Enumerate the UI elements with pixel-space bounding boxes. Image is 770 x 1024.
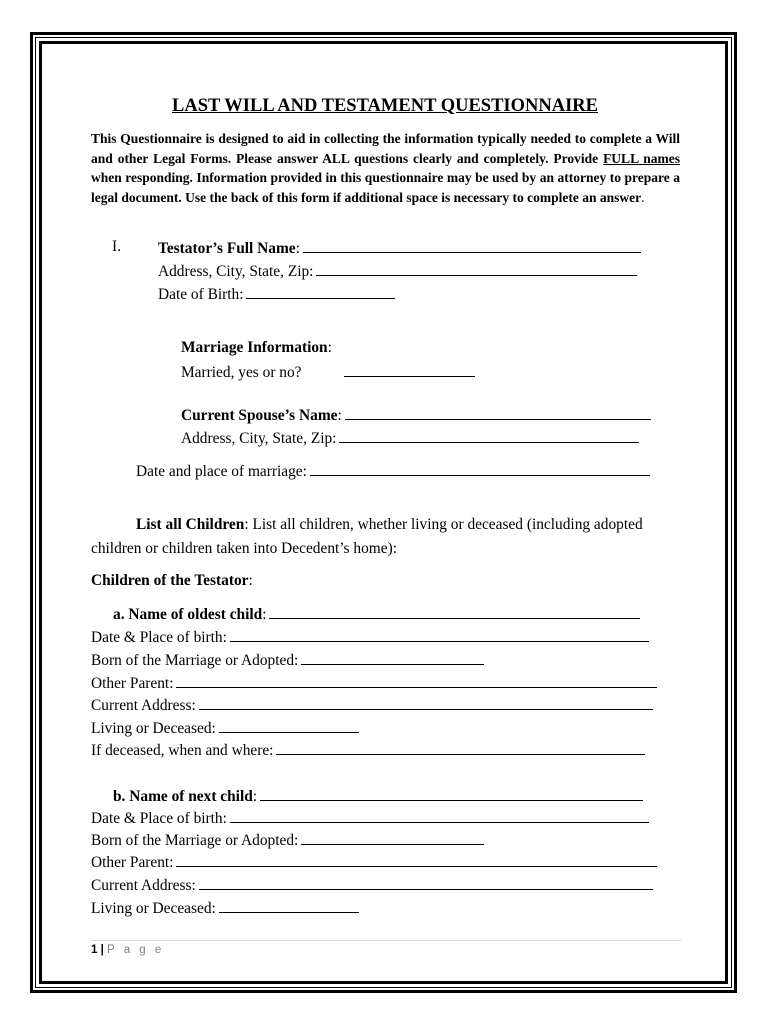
section-numeral: I. bbox=[112, 238, 121, 255]
child-a-address-row: Current Address: bbox=[91, 695, 653, 715]
child-b-other-parent-field[interactable] bbox=[176, 852, 657, 867]
child-a-other-parent-field[interactable] bbox=[176, 673, 657, 688]
spouse-name-row: Current Spouse’s Name: bbox=[181, 405, 651, 425]
testator-dob-field[interactable] bbox=[246, 284, 395, 299]
child-a-adopted-field[interactable] bbox=[301, 650, 484, 665]
married-field[interactable] bbox=[344, 362, 475, 377]
child-b-name-field[interactable] bbox=[260, 786, 643, 801]
child-a-living-row: Living or Deceased: bbox=[91, 718, 359, 738]
child-b-adopted-field[interactable] bbox=[301, 830, 484, 845]
children-intro: List all Children: List all children, whether living or deceased (including adopted children or children taken into Decedent’s home): bbox=[91, 516, 643, 557]
married-row: Married, yes or no? bbox=[181, 362, 475, 382]
testator-name-field[interactable] bbox=[303, 238, 641, 253]
page-footer: 1 | P a g e bbox=[91, 944, 165, 956]
child-a-living-field[interactable] bbox=[219, 718, 359, 733]
child-b-address-field[interactable] bbox=[199, 875, 653, 890]
spouse-address-row: Address, City, State, Zip: bbox=[181, 428, 639, 448]
child-b-address-row: Current Address: bbox=[91, 875, 653, 895]
testator-address-field[interactable] bbox=[316, 261, 637, 276]
spouse-address-field[interactable] bbox=[339, 428, 639, 443]
document-title: LAST WILL AND TESTAMENT QUESTIONNAIRE bbox=[172, 96, 598, 116]
child-a-deceased-row: If deceased, when and where: bbox=[91, 740, 645, 760]
child-b-living-row: Living or Deceased: bbox=[91, 898, 359, 918]
child-a-birth-field[interactable] bbox=[230, 627, 649, 642]
marriage-heading: Marriage Information: bbox=[181, 339, 332, 356]
child-a-other-parent-row: Other Parent: bbox=[91, 673, 657, 693]
child-a-adopted-row: Born of the Marriage or Adopted: bbox=[91, 650, 484, 670]
child-b-adopted-row: Born of the Marriage or Adopted: bbox=[91, 830, 484, 850]
child-b-living-field[interactable] bbox=[219, 898, 359, 913]
child-b-other-parent-row: Other Parent: bbox=[91, 852, 657, 872]
footer-divider bbox=[91, 940, 681, 941]
marriage-date-place-row: Date and place of marriage: bbox=[136, 461, 650, 481]
child-a-birth-row: Date & Place of birth: bbox=[91, 627, 649, 647]
child-b-name-row: b. Name of next child: bbox=[113, 786, 643, 806]
testator-name-row: Testator’s Full Name: bbox=[158, 238, 641, 258]
marriage-date-place-field[interactable] bbox=[310, 461, 650, 476]
intro-paragraph: This Questionnaire is designed to aid in collecting the information typically needed to complete a Will and other Legal Forms. Please answer ALL questions clearly and completely. Provide FULL names when responding. Information provided in this questionnaire may be used by an attorney to prepare a legal document. Use the back of this form if additional space is necessary to complete an answer. bbox=[91, 131, 680, 205]
child-b-birth-row: Date & Place of birth: bbox=[91, 808, 649, 828]
testator-address-row: Address, City, State, Zip: bbox=[158, 261, 637, 281]
child-b-birth-field[interactable] bbox=[230, 808, 649, 823]
child-a-name-field[interactable] bbox=[269, 604, 640, 619]
child-a-address-field[interactable] bbox=[199, 695, 653, 710]
testator-dob-row: Date of Birth: bbox=[158, 284, 395, 304]
child-a-deceased-field[interactable] bbox=[276, 740, 645, 755]
spouse-name-field[interactable] bbox=[345, 405, 651, 420]
child-a-name-row: a. Name of oldest child: bbox=[113, 604, 640, 624]
children-heading: Children of the Testator: bbox=[91, 572, 253, 589]
